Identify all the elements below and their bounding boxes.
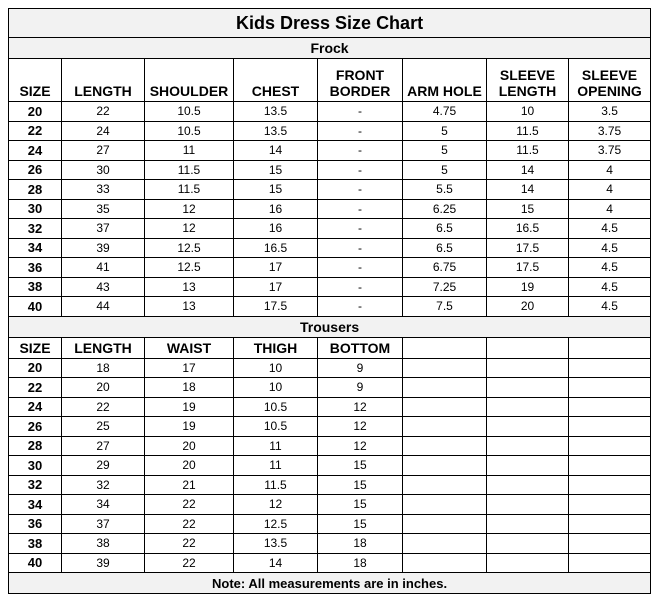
frock-value-cell: 6.25	[403, 199, 487, 219]
trousers-value-cell: 32	[62, 475, 145, 495]
frock-table-row	[9, 121, 651, 141]
frock-value-cell: 5	[403, 160, 487, 180]
frock-table-row	[9, 160, 651, 180]
trousers-value-cell	[487, 417, 569, 437]
trousers-value-cell: 18	[145, 378, 234, 398]
frock-value-cell: 12.5	[145, 258, 234, 278]
frock-value-cell: -	[318, 141, 403, 161]
trousers-value-cell: 9	[318, 378, 403, 398]
frock-value-cell: 15	[487, 199, 569, 219]
trousers-value-cell: 22	[145, 495, 234, 515]
frock-value-cell: 14	[487, 160, 569, 180]
frock-value-cell: 4	[569, 160, 651, 180]
frock-value-cell: 22	[62, 102, 145, 122]
trousers-value-cell: 22	[145, 534, 234, 554]
frock-size-cell: 40	[9, 297, 62, 317]
frock-value-cell: 19	[487, 277, 569, 297]
trousers-value-cell: 15	[318, 514, 403, 534]
frock-value-cell: 4.5	[569, 277, 651, 297]
trousers-value-cell: 20	[62, 378, 145, 398]
frock-value-cell: 17.5	[234, 297, 318, 317]
frock-value-cell: 16.5	[487, 219, 569, 239]
frock-value-cell: 17.5	[487, 238, 569, 258]
trousers-value-cell	[403, 475, 487, 495]
trousers-value-cell	[487, 397, 569, 417]
frock-value-cell: 43	[62, 277, 145, 297]
frock-value-cell: 3.75	[569, 141, 651, 161]
trousers-header-cell	[569, 337, 651, 358]
trousers-value-cell	[569, 514, 651, 534]
frock-size-cell: 38	[9, 277, 62, 297]
trousers-value-cell: 12	[318, 436, 403, 456]
trousers-header-cell: LENGTH	[62, 337, 145, 358]
measurement-note: Note: All measurements are in inches.	[9, 573, 651, 594]
frock-table-row	[9, 180, 651, 200]
trousers-value-cell	[403, 378, 487, 398]
trousers-header-cell: BOTTOM	[318, 337, 403, 358]
frock-table-row	[9, 219, 651, 239]
frock-value-cell: 39	[62, 238, 145, 258]
frock-value-cell: 14	[234, 141, 318, 161]
trousers-value-cell	[569, 553, 651, 573]
frock-value-cell: 4.5	[569, 238, 651, 258]
frock-value-cell: 5	[403, 121, 487, 141]
trousers-value-cell	[403, 397, 487, 417]
trousers-value-cell	[403, 436, 487, 456]
frock-value-cell: 11.5	[487, 121, 569, 141]
frock-value-cell: 12	[145, 199, 234, 219]
frock-value-cell: 17.5	[487, 258, 569, 278]
trousers-value-cell	[569, 534, 651, 554]
frock-value-cell: 7.5	[403, 297, 487, 317]
frock-value-cell: 4	[569, 199, 651, 219]
trousers-value-cell	[487, 358, 569, 378]
trousers-size-cell: 22	[9, 378, 62, 398]
frock-header-cell: LENGTH	[62, 59, 145, 102]
trousers-value-cell: 12	[234, 495, 318, 515]
frock-value-cell: 12.5	[145, 238, 234, 258]
frock-value-cell: 4	[569, 180, 651, 200]
trousers-table-row	[9, 553, 651, 573]
frock-value-cell: 24	[62, 121, 145, 141]
trousers-value-cell	[403, 456, 487, 476]
trousers-value-cell: 12	[318, 417, 403, 437]
trousers-header-cell: WAIST	[145, 337, 234, 358]
frock-value-cell: 13.5	[234, 102, 318, 122]
frock-size-cell: 28	[9, 180, 62, 200]
trousers-value-cell	[569, 358, 651, 378]
trousers-value-cell	[487, 456, 569, 476]
frock-value-cell: 4.75	[403, 102, 487, 122]
frock-value-cell: 5	[403, 141, 487, 161]
trousers-value-cell: 13.5	[234, 534, 318, 554]
frock-value-cell: 11.5	[145, 180, 234, 200]
trousers-size-cell: 20	[9, 358, 62, 378]
trousers-value-cell	[487, 534, 569, 554]
trousers-value-cell: 37	[62, 514, 145, 534]
trousers-value-cell: 22	[62, 397, 145, 417]
trousers-value-cell: 14	[234, 553, 318, 573]
frock-header-cell: ARM HOLE	[403, 59, 487, 102]
trousers-table-row	[9, 495, 651, 515]
trousers-size-cell: 24	[9, 397, 62, 417]
trousers-table-row	[9, 514, 651, 534]
frock-value-cell: -	[318, 102, 403, 122]
frock-table-row	[9, 258, 651, 278]
frock-value-cell: 10.5	[145, 102, 234, 122]
frock-value-cell: 7.25	[403, 277, 487, 297]
trousers-value-cell	[487, 436, 569, 456]
frock-value-cell: 6.75	[403, 258, 487, 278]
trousers-table-row	[9, 436, 651, 456]
frock-value-cell: 15	[234, 160, 318, 180]
trousers-header-row	[9, 337, 651, 358]
frock-value-cell: -	[318, 199, 403, 219]
frock-value-cell: -	[318, 160, 403, 180]
trousers-table-row	[9, 358, 651, 378]
frock-value-cell: 4.5	[569, 297, 651, 317]
frock-value-cell: 30	[62, 160, 145, 180]
trousers-header-cell	[487, 337, 569, 358]
trousers-value-cell: 18	[62, 358, 145, 378]
trousers-value-cell: 11	[234, 436, 318, 456]
frock-table-row	[9, 199, 651, 219]
frock-value-cell: -	[318, 121, 403, 141]
frock-table-row	[9, 238, 651, 258]
frock-value-cell: 5.5	[403, 180, 487, 200]
trousers-value-cell: 19	[145, 417, 234, 437]
trousers-value-cell: 27	[62, 436, 145, 456]
trousers-value-cell	[403, 514, 487, 534]
trousers-table-row	[9, 378, 651, 398]
frock-value-cell: 20	[487, 297, 569, 317]
frock-value-cell: -	[318, 258, 403, 278]
frock-value-cell: 15	[234, 180, 318, 200]
frock-value-cell: -	[318, 219, 403, 239]
frock-value-cell: 6.5	[403, 238, 487, 258]
trousers-value-cell: 15	[318, 475, 403, 495]
trousers-value-cell	[569, 397, 651, 417]
frock-header-cell: FRONT BORDER	[318, 59, 403, 102]
trousers-value-cell: 39	[62, 553, 145, 573]
trousers-header-cell	[403, 337, 487, 358]
trousers-value-cell	[569, 436, 651, 456]
trousers-value-cell: 10.5	[234, 397, 318, 417]
trousers-size-cell: 38	[9, 534, 62, 554]
trousers-value-cell: 12.5	[234, 514, 318, 534]
frock-value-cell: 4.5	[569, 219, 651, 239]
trousers-value-cell: 20	[145, 436, 234, 456]
frock-size-cell: 24	[9, 141, 62, 161]
frock-table-row	[9, 102, 651, 122]
trousers-value-cell: 11	[234, 456, 318, 476]
trousers-value-cell	[403, 553, 487, 573]
trousers-value-cell	[569, 475, 651, 495]
frock-value-cell: 37	[62, 219, 145, 239]
frock-value-cell: 33	[62, 180, 145, 200]
frock-size-cell: 20	[9, 102, 62, 122]
trousers-value-cell: 10	[234, 358, 318, 378]
trousers-value-cell: 34	[62, 495, 145, 515]
trousers-table-row	[9, 475, 651, 495]
trousers-value-cell: 18	[318, 534, 403, 554]
frock-value-cell: 35	[62, 199, 145, 219]
frock-value-cell: -	[318, 180, 403, 200]
trousers-value-cell: 19	[145, 397, 234, 417]
trousers-table-row	[9, 534, 651, 554]
frock-value-cell: 16	[234, 199, 318, 219]
trousers-size-cell: 34	[9, 495, 62, 515]
frock-value-cell: 11.5	[145, 160, 234, 180]
frock-size-cell: 30	[9, 199, 62, 219]
frock-header-cell: SIZE	[9, 59, 62, 102]
trousers-value-cell: 21	[145, 475, 234, 495]
trousers-value-cell	[403, 417, 487, 437]
frock-value-cell: 17	[234, 258, 318, 278]
size-chart	[8, 8, 650, 594]
frock-header-cell: SHOULDER	[145, 59, 234, 102]
frock-value-cell: 10	[487, 102, 569, 122]
frock-value-cell: 44	[62, 297, 145, 317]
trousers-value-cell	[403, 534, 487, 554]
trousers-value-cell	[569, 378, 651, 398]
trousers-size-cell: 28	[9, 436, 62, 456]
trousers-table-row	[9, 397, 651, 417]
frock-table-row	[9, 277, 651, 297]
trousers-size-cell: 30	[9, 456, 62, 476]
frock-value-cell: 11	[145, 141, 234, 161]
trousers-value-cell	[487, 378, 569, 398]
frock-value-cell: 16	[234, 219, 318, 239]
trousers-section-title: Trousers	[9, 316, 651, 337]
trousers-value-cell: 20	[145, 456, 234, 476]
trousers-size-cell: 26	[9, 417, 62, 437]
trousers-value-cell: 9	[318, 358, 403, 378]
trousers-value-cell: 25	[62, 417, 145, 437]
chart-title: Kids Dress Size Chart	[9, 9, 651, 38]
frock-value-cell: 13.5	[234, 121, 318, 141]
frock-value-cell: 17	[234, 277, 318, 297]
frock-value-cell: -	[318, 238, 403, 258]
trousers-value-cell	[487, 495, 569, 515]
frock-value-cell: 41	[62, 258, 145, 278]
frock-value-cell: 3.75	[569, 121, 651, 141]
trousers-value-cell: 29	[62, 456, 145, 476]
trousers-value-cell	[569, 456, 651, 476]
frock-size-cell: 26	[9, 160, 62, 180]
frock-value-cell: -	[318, 297, 403, 317]
frock-value-cell: 4.5	[569, 258, 651, 278]
frock-size-cell: 34	[9, 238, 62, 258]
trousers-value-cell: 15	[318, 495, 403, 515]
frock-value-cell: 10.5	[145, 121, 234, 141]
trousers-value-cell: 22	[145, 514, 234, 534]
trousers-value-cell	[569, 417, 651, 437]
trousers-value-cell: 10.5	[234, 417, 318, 437]
trousers-table-row	[9, 456, 651, 476]
trousers-value-cell: 11.5	[234, 475, 318, 495]
trousers-size-cell: 32	[9, 475, 62, 495]
trousers-value-cell: 18	[318, 553, 403, 573]
frock-section-title: Frock	[9, 38, 651, 59]
frock-table-row	[9, 141, 651, 161]
trousers-value-cell	[403, 495, 487, 515]
frock-value-cell: -	[318, 277, 403, 297]
frock-size-cell: 22	[9, 121, 62, 141]
frock-header-cell: SLEEVE LENGTH	[487, 59, 569, 102]
frock-value-cell: 3.5	[569, 102, 651, 122]
trousers-value-cell: 15	[318, 456, 403, 476]
trousers-value-cell: 12	[318, 397, 403, 417]
frock-value-cell: 14	[487, 180, 569, 200]
frock-header-cell: SLEEVE OPENING	[569, 59, 651, 102]
frock-value-cell: 27	[62, 141, 145, 161]
trousers-value-cell: 38	[62, 534, 145, 554]
size-chart-table	[8, 8, 651, 594]
frock-header-row	[9, 59, 651, 102]
frock-value-cell: 12	[145, 219, 234, 239]
frock-value-cell: 11.5	[487, 141, 569, 161]
trousers-header-cell: THIGH	[234, 337, 318, 358]
trousers-value-cell: 22	[145, 553, 234, 573]
frock-header-cell: CHEST	[234, 59, 318, 102]
trousers-value-cell	[487, 475, 569, 495]
frock-value-cell: 16.5	[234, 238, 318, 258]
trousers-size-cell: 40	[9, 553, 62, 573]
frock-size-cell: 36	[9, 258, 62, 278]
frock-value-cell: 6.5	[403, 219, 487, 239]
trousers-value-cell	[487, 514, 569, 534]
frock-value-cell: 13	[145, 277, 234, 297]
frock-table-row	[9, 297, 651, 317]
trousers-value-cell: 17	[145, 358, 234, 378]
trousers-value-cell	[403, 358, 487, 378]
trousers-table-row	[9, 417, 651, 437]
frock-value-cell: 13	[145, 297, 234, 317]
trousers-header-cell: SIZE	[9, 337, 62, 358]
trousers-value-cell	[569, 495, 651, 515]
trousers-size-cell: 36	[9, 514, 62, 534]
trousers-value-cell: 10	[234, 378, 318, 398]
frock-size-cell: 32	[9, 219, 62, 239]
trousers-value-cell	[487, 553, 569, 573]
